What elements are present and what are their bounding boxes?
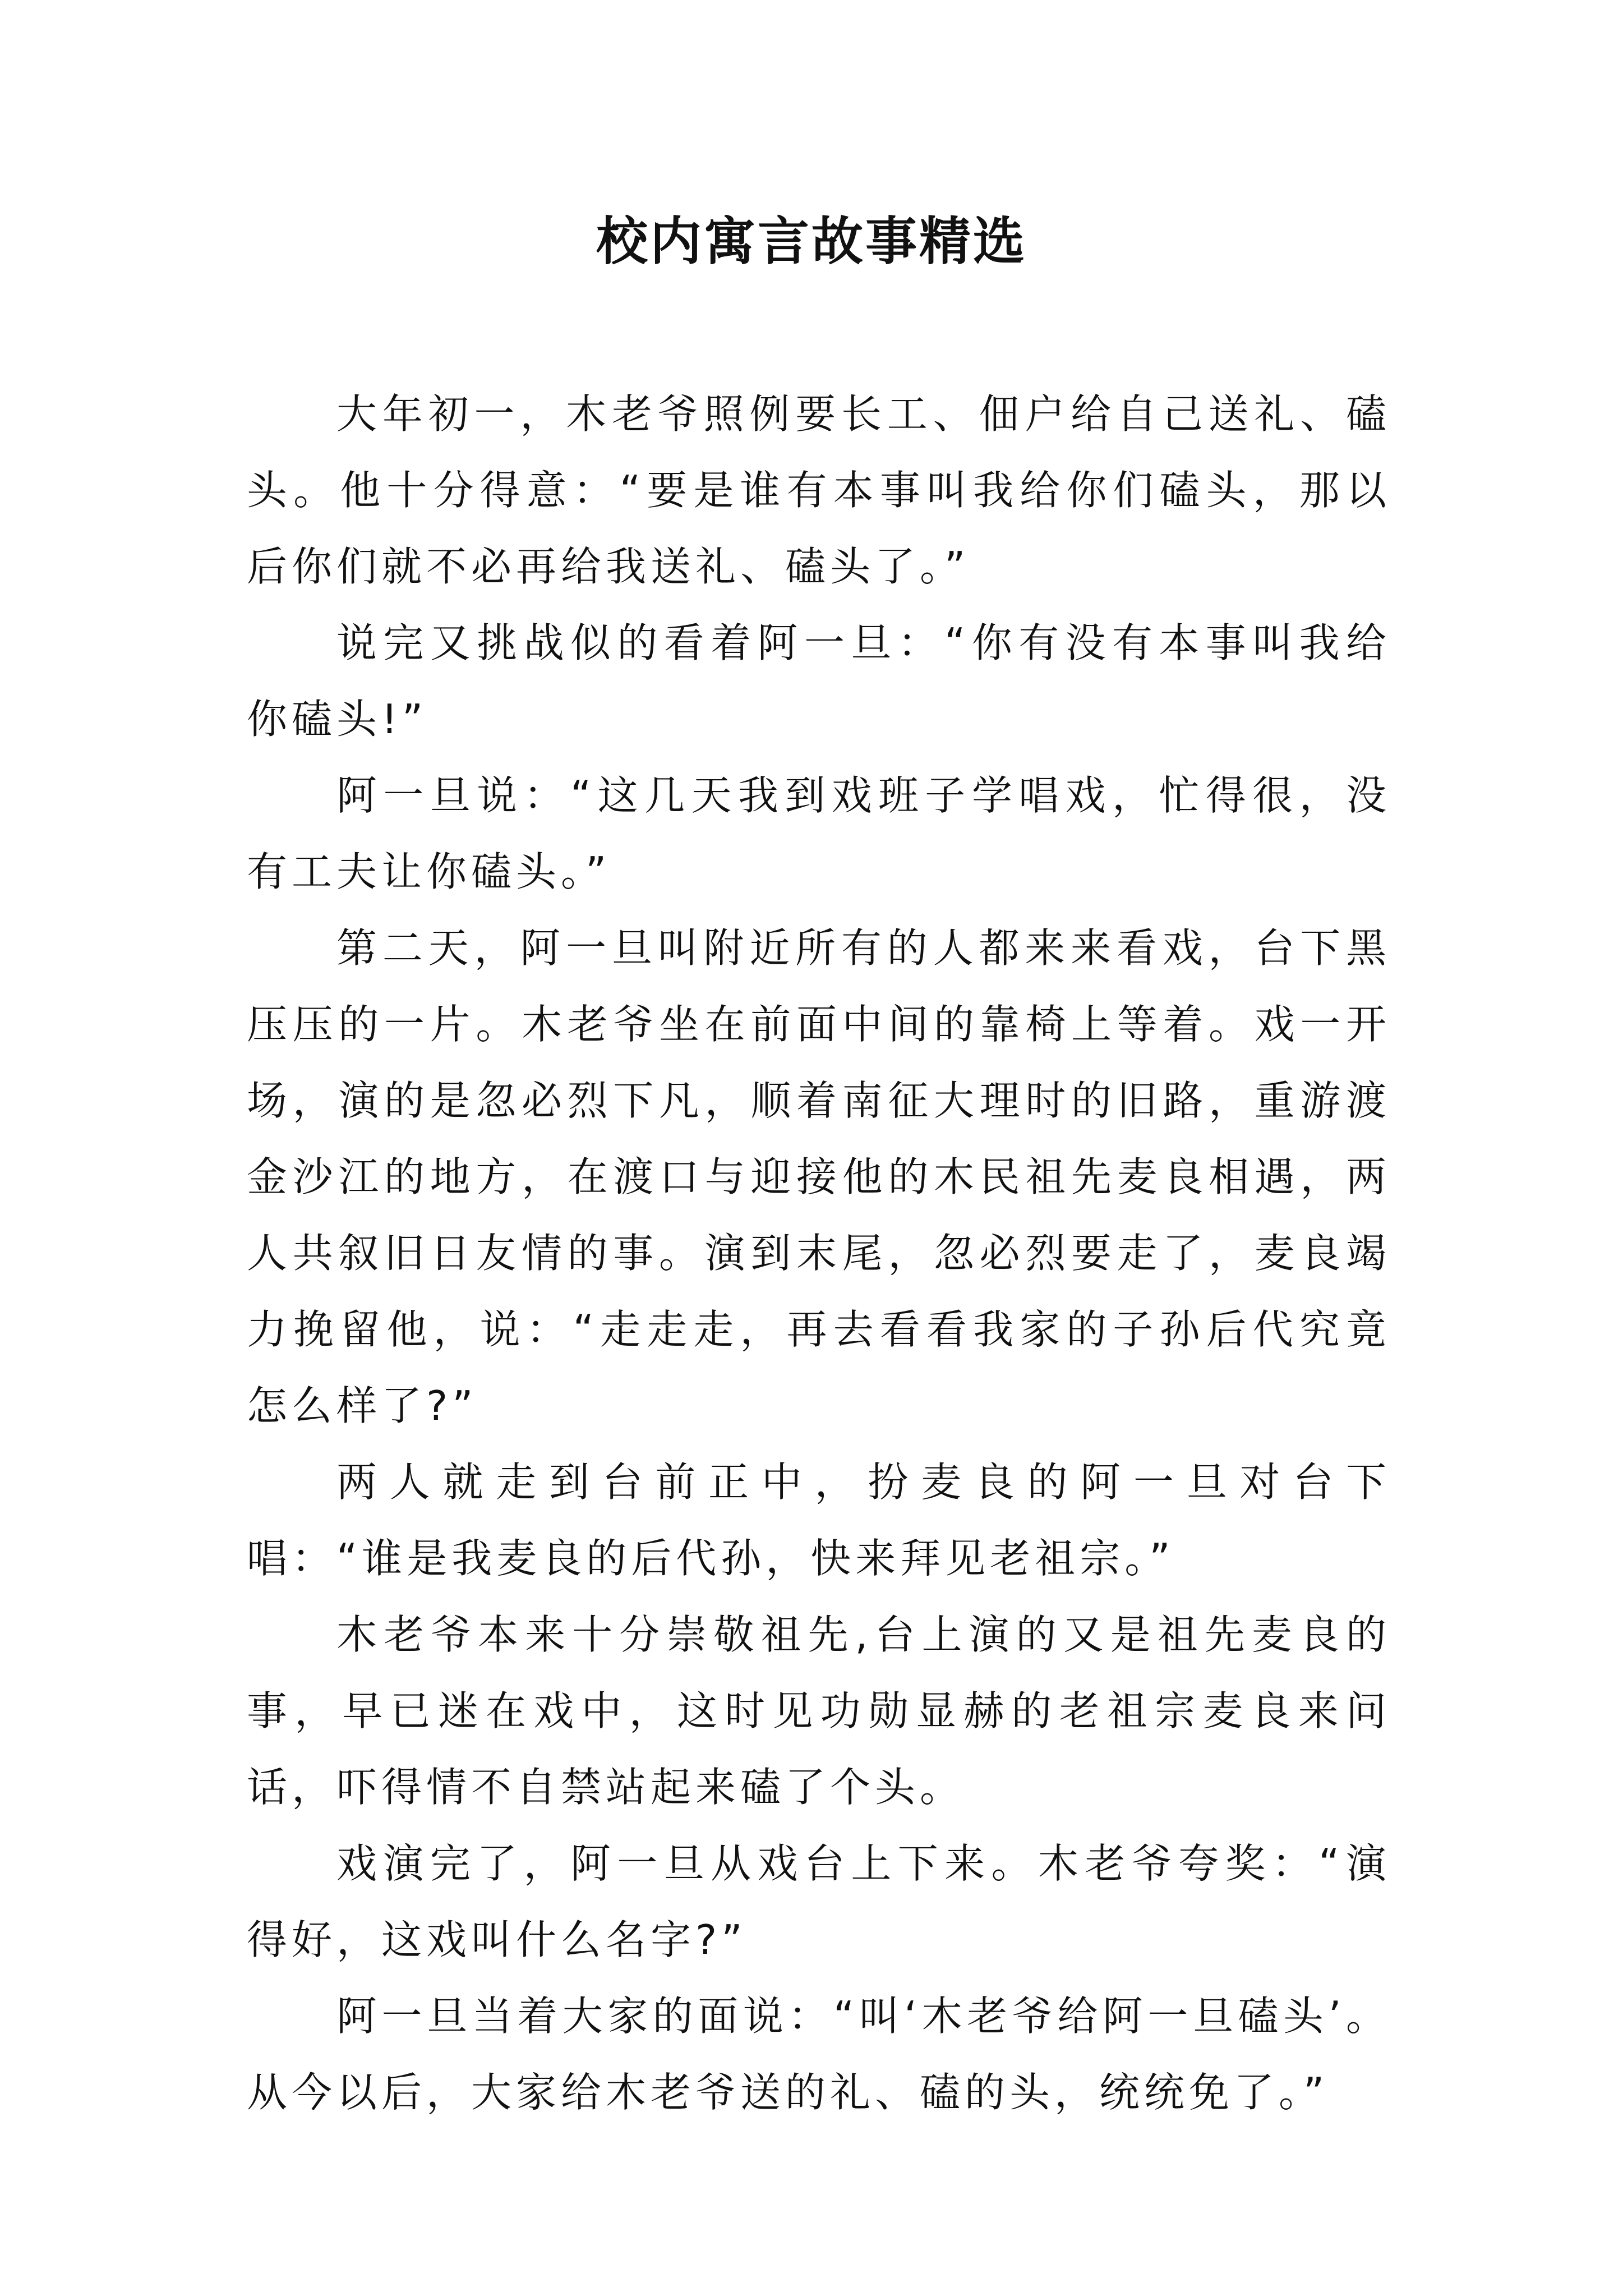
- paragraph: 戏演完了，阿一旦从戏台上下来。木老爷夸奖：“演得好，这戏叫什么名字?”: [247, 1840, 1391, 1963]
- paragraph: 阿一旦说：“这几天我到戏班子学唱戏，忙得很，没有工夫让你磕头。”: [247, 772, 1391, 895]
- document-body: [247, 376, 1391, 2131]
- paragraph: 说完又挑战似的看着阿一旦：“你有没有本事叫我给你磕头!”: [247, 619, 1391, 743]
- paragraph: 阿一旦当着大家的面说：“叫‘木老爷给阿一旦磕头’。从今以后，大家给木老爷送的礼、磕的头，统统免了。”: [247, 1993, 1391, 2116]
- paragraph: 第二天，阿一旦叫附近所有的人都来来看戏，台下黑压压的一片。木老爷坐在前面中间的靠椅上等着。戏一开场，演的是忽必烈下凡，顺着南征大理时的旧路，重游渡金沙江的地方，在渡口与迎接他的木民祖先麦良相遇，两人共叙旧日友情的事。演到末尾，忽必烈要走了，麦良竭力挽留他，说：“走走走，再去看看我家的子孙后代究竟怎么样了?”: [247, 924, 1391, 1429]
- paragraph: 木老爷本来十分崇敬祖先,台上演的又是祖先麦良的事，早已迷在戏中，这时见功勋显赫的老祖宗麦良来问话，吓得情不自禁站起来磕了个头。: [247, 1611, 1391, 1811]
- document-title: 校内寓言故事精选: [596, 211, 1027, 272]
- paragraph: 两人就走到台前正中，扮麦良的阿一旦对台下唱：“谁是我麦良的后代孙，快来拜见老祖宗。”: [247, 1458, 1391, 1582]
- paragraph: 大年初一，木老爷照例要长工、佃户给自己送礼、磕头。他十分得意：“要是谁有本事叫我给你们磕头，那以后你们就不必再给我送礼、磕头了。”: [247, 390, 1391, 590]
